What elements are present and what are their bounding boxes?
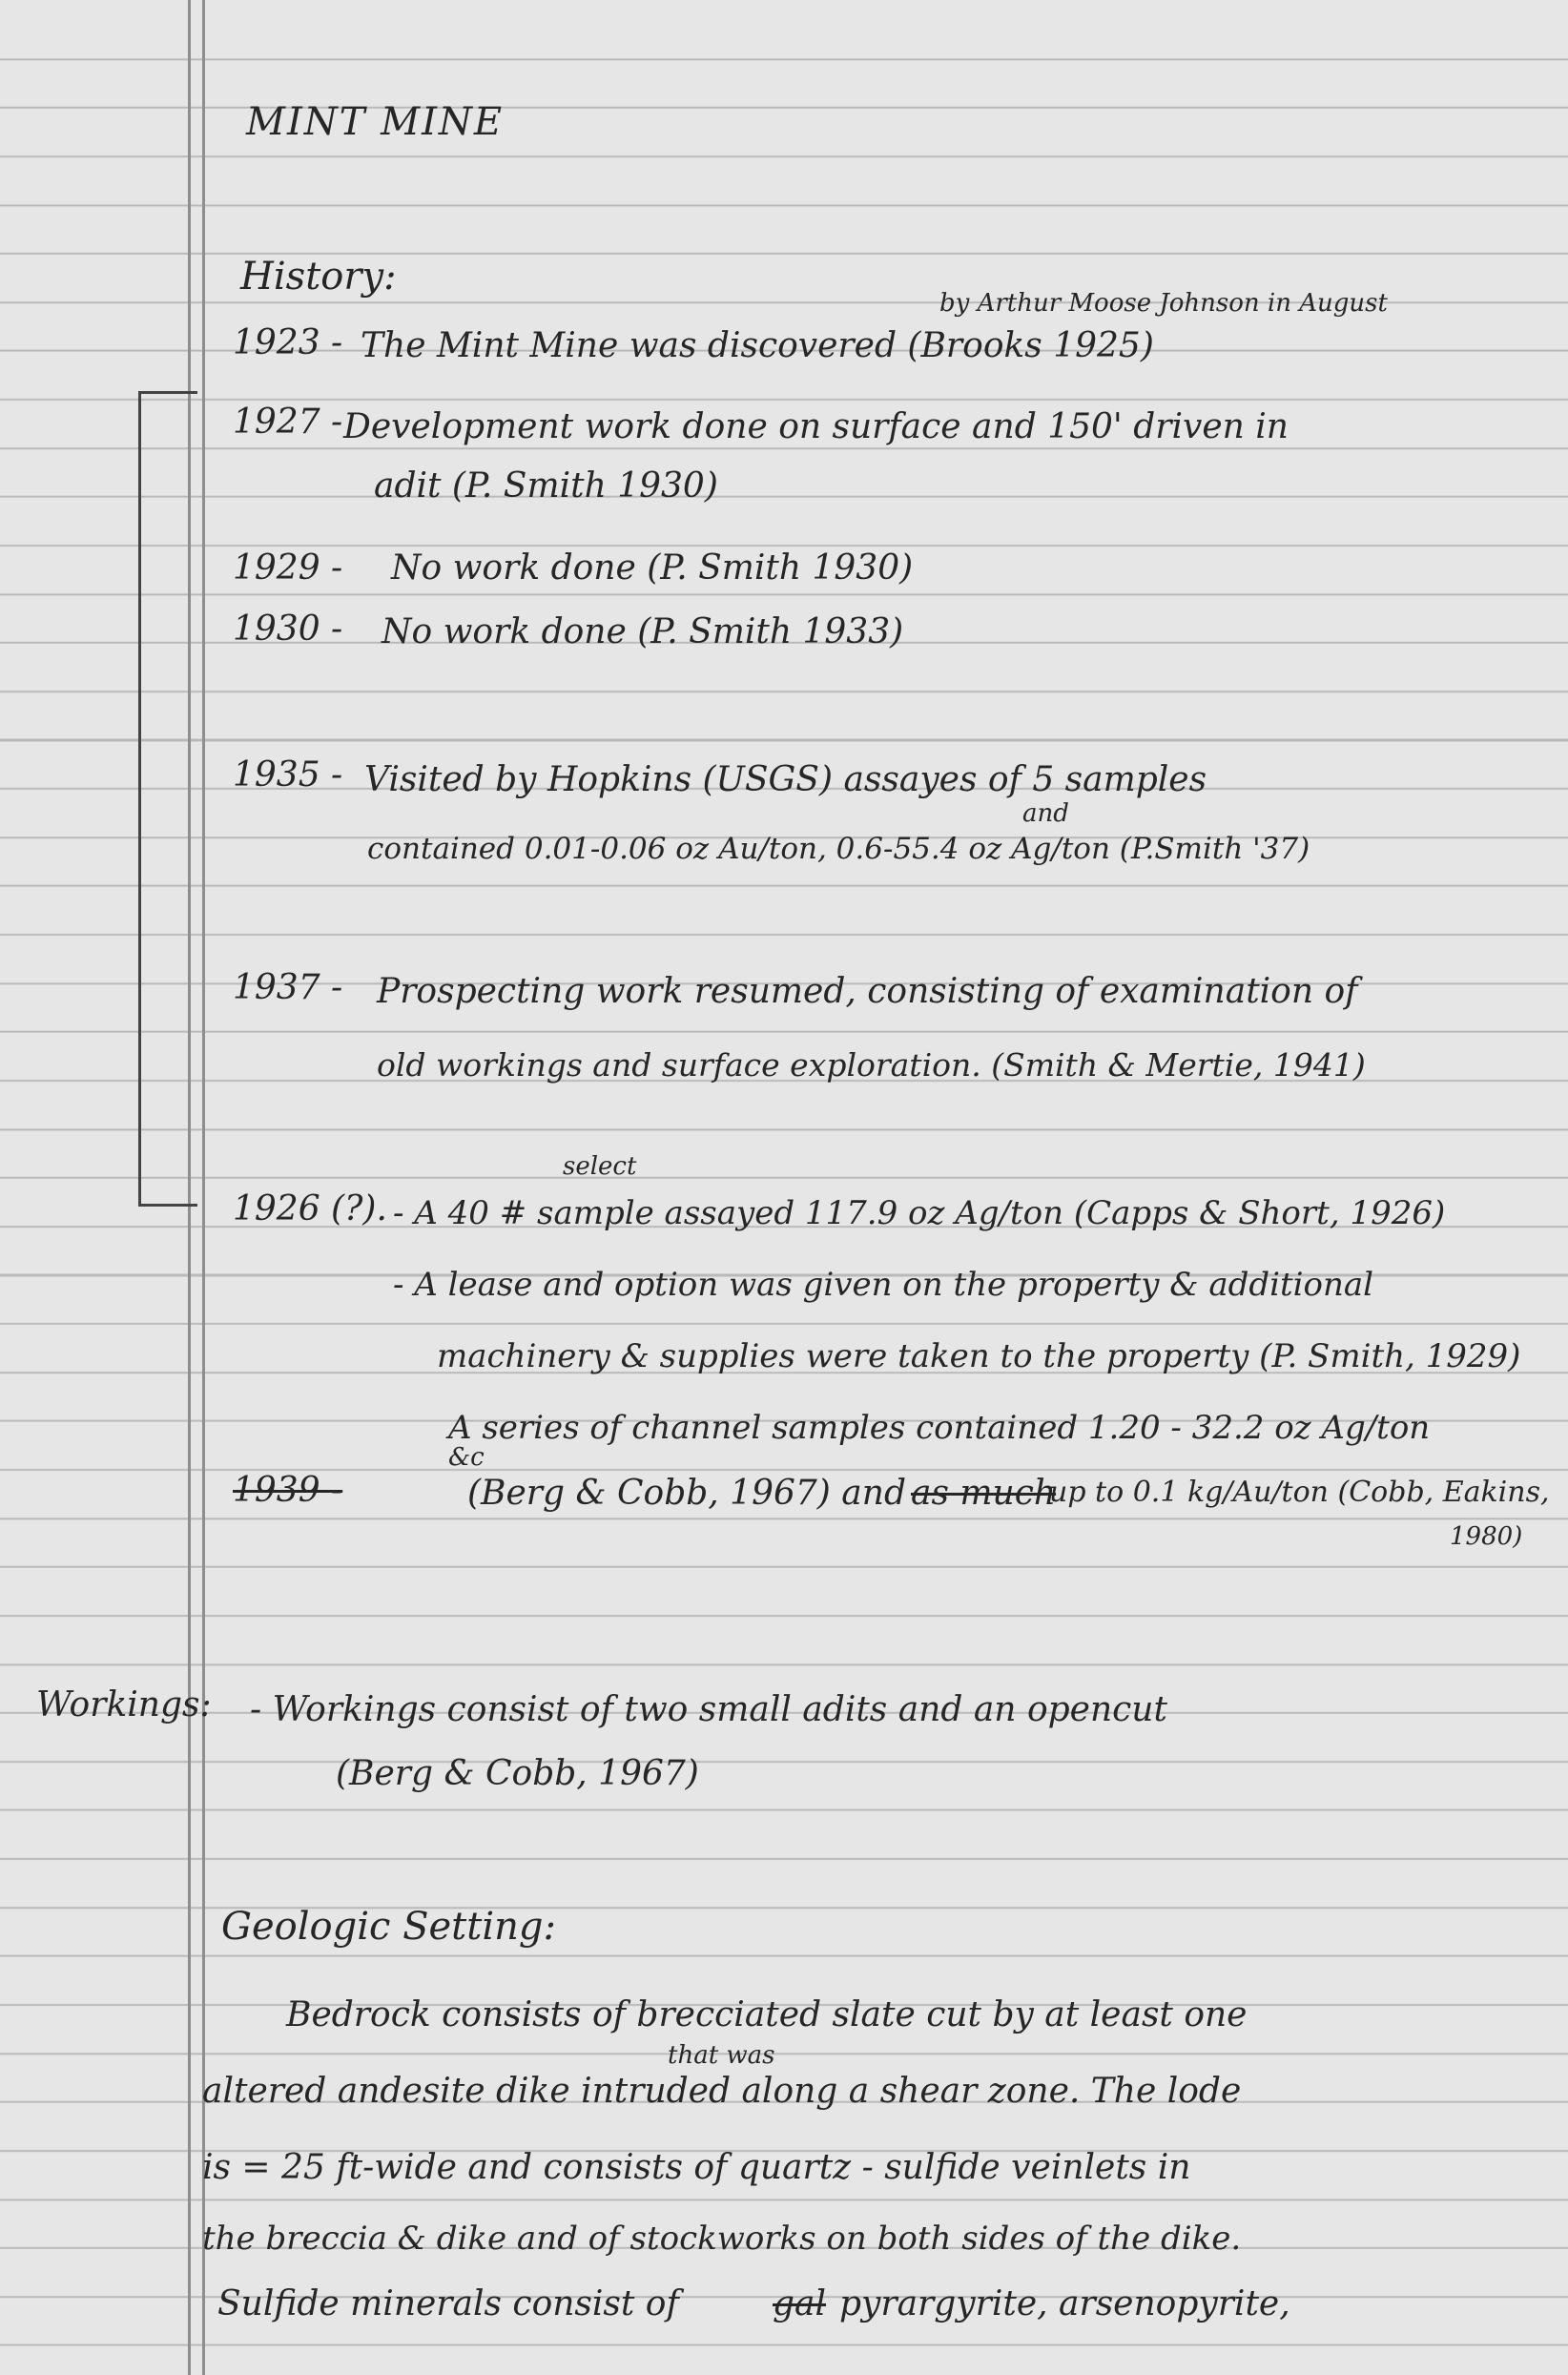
entry-line: Prospecting work resumed, consisting of examination of [377, 972, 1358, 1011]
margin-rule-right [202, 0, 205, 2375]
history-bracket-top [138, 391, 197, 394]
entry-year: 1926 (?). [233, 1189, 387, 1229]
entry-line: up to 0.1 kg/Au/ton (Cobb, Eakins, [1049, 1476, 1550, 1509]
geology-line: altered andesite dike intruded along a shear zone. The lode [202, 2072, 1242, 2111]
entry-line: A series of channel samples contained 1.20 - 32.2 oz Ag/ton [448, 1409, 1431, 1447]
struck-text: gal [773, 2284, 827, 2323]
entry-year: 1935 - [233, 755, 343, 795]
entry-year: 1929 - [233, 548, 343, 588]
entry-insert: and [1022, 799, 1069, 828]
geology-line: the breccia & dike and of stockworks on both sides of the dike. [202, 2220, 1242, 2258]
entry-line: The Mint Mine was discovered (Brooks 1925) [361, 326, 1154, 365]
entry-year: 1927 - [233, 403, 343, 442]
entry-line: Visited by Hopkins (USGS) assayes of 5 samples [364, 760, 1207, 799]
geology-line: Sulfide minerals consist of [217, 2284, 679, 2323]
entry-line: 1980) [1450, 1522, 1523, 1551]
entry-line: machinery & supplies were taken to the property (P. Smith, 1929) [437, 1337, 1521, 1375]
entry-insert: select [563, 1152, 637, 1181]
entry-line: - A lease and option was given on the property & additional [393, 1266, 1374, 1304]
entry-line: No work done (P. Smith 1930) [391, 548, 914, 588]
entry-line: - A 40 # sample assayed 117.9 oz Ag/ton (Capps & Short, 1926) [393, 1194, 1446, 1232]
entry-line: (Berg & Cobb, 1967) and [467, 1474, 906, 1513]
entry-line: old workings and surface exploration. (Smith & Mertie, 1941) [377, 1046, 1366, 1084]
entry-line: contained 0.01-0.06 oz Au/ton, 0.6-55.4 oz Ag/ton (P.Smith '37) [367, 832, 1310, 866]
etc-mark: &c [448, 1443, 485, 1472]
geology-insert: that was [668, 2041, 775, 2070]
entry-year: 1923 - [233, 323, 343, 362]
entry-year: 1939 - [233, 1471, 343, 1510]
geology-line: Bedrock consists of brecciated slate cut by at least one [286, 1995, 1248, 2034]
entry-line: adit (P. Smith 1930) [374, 466, 718, 506]
entry-insert: by Arthur Moose Johnson in August [939, 289, 1388, 318]
workings-line: - Workings consist of two small adits and an opencut [250, 1690, 1167, 1729]
margin-rule-left [188, 0, 191, 2375]
geology-heading: Geologic Setting: [221, 1905, 556, 1949]
page-title: MINT MINE [246, 100, 505, 144]
entry-year: 1937 - [233, 968, 343, 1007]
entry-year: 1930 - [233, 609, 343, 649]
entry-line: No work done (P. Smith 1933) [382, 612, 904, 651]
history-heading: History: [240, 255, 397, 299]
workings-label: Workings: [36, 1685, 212, 1724]
workings-line: (Berg & Cobb, 1967) [336, 1754, 699, 1793]
history-bracket [138, 391, 141, 1207]
geology-line: pyrargyrite, arsenopyrite, [839, 2284, 1290, 2323]
entry-line: Development work done on surface and 150' driven in [343, 407, 1289, 446]
geology-line: is = 25 ft-wide and consists of quartz - sulfide veinlets in [202, 2148, 1191, 2187]
struck-text: as much [911, 1474, 1057, 1513]
history-bracket-bottom [138, 1204, 197, 1207]
